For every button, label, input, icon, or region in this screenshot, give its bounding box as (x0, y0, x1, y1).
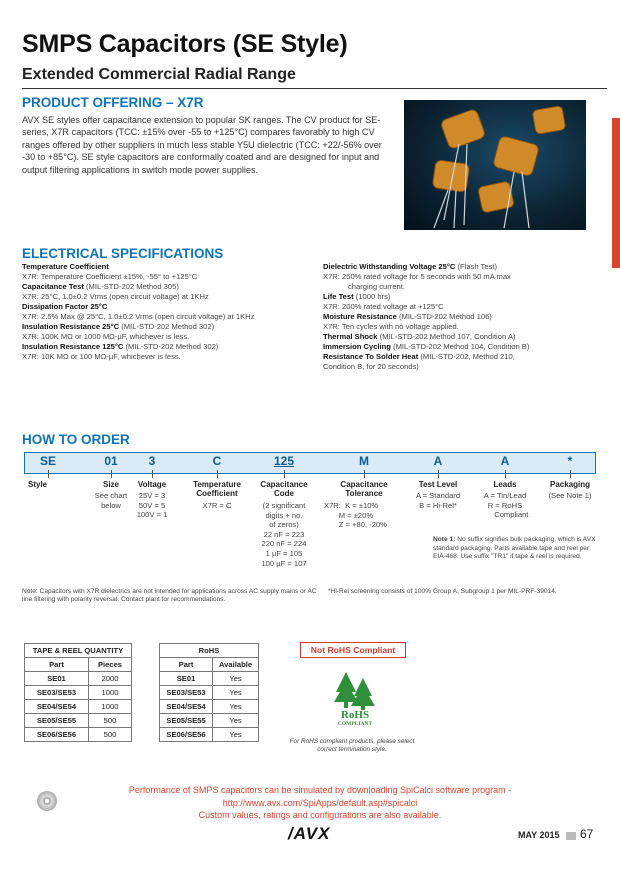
order-col-header: Capacitance Tolerance (340, 480, 388, 498)
spicalci-footer (110, 784, 530, 822)
order-col-values (324, 501, 404, 530)
order-code-tick (152, 470, 153, 478)
spec-title-bold: Life Test (323, 292, 354, 301)
rohs-table (159, 643, 259, 742)
tape-reel-row (25, 672, 132, 686)
x7r-application-note: Note: Capacitors with X7R dielectrics are not intended for applications across AC supply mains or AC line filtering with polarity reversal. Contact plant for recommendations. (22, 588, 317, 603)
tape-reel-col-pieces: Pieces (89, 658, 132, 672)
rohs-part-cell: SE05/SE55 (160, 714, 213, 728)
tape-reel-table (24, 643, 132, 742)
spec-title (323, 352, 613, 362)
spec-block (323, 262, 613, 292)
order-value-line: A = Tin/Lead (483, 491, 527, 500)
order-code-6: M (359, 454, 369, 468)
order-code-5: 125 (273, 454, 295, 468)
packaging-note-text: No suffix signifies bulk packaging, which is AVX standard packaging. Parts available tape and reel per EIA-468. Use suffix "TR1" if tape & reel is required. (433, 536, 596, 561)
rohs-part-cell: SE01 (160, 672, 213, 686)
spec-line: X7R: 10K MΩ or 100 MΩ-µF, whichever is less. (22, 352, 181, 361)
spec-title-suffix: (Flash Test) (455, 262, 498, 271)
spec-title (323, 262, 613, 272)
order-col-values (474, 491, 536, 520)
spec-title-bold: Moisture Resistance (323, 312, 397, 321)
spec-title-bold: Capacitance Test (22, 282, 84, 291)
title-divider (22, 88, 607, 89)
order-value-line: M = ±20% (324, 510, 374, 520)
order-code-3: 3 (148, 454, 156, 468)
spec-line: X7R: Temperature Coefficient ±15%, -55° to +125°C (22, 272, 198, 281)
spec-title-bold: Insulation Resistance 125°C (22, 342, 124, 351)
rohs-row (160, 728, 259, 742)
spec-line: charging current. (348, 282, 405, 291)
spec-line: Condition B, for 20 seconds) (323, 362, 419, 371)
spec-line: X7R: 100K MΩ or 1000 MΩ-µF, whichever is less. (22, 332, 190, 341)
rohs-part-cell: SE06/SE56 (160, 728, 213, 742)
order-col-header: Test Level (418, 480, 458, 489)
spec-title (323, 312, 613, 322)
footer-line-3: Custom values, ratings and configurations are also available. (198, 810, 442, 820)
order-value-line: 100V = 1 (136, 510, 168, 520)
order-value-line: 25V = 3 (138, 491, 166, 500)
spec-title-bold: Immersion Cycling (323, 342, 391, 351)
spec-title-bold: Insulation Resistance 25°C (22, 322, 120, 331)
order-value-line: (2 significant (262, 501, 306, 510)
spec-title-suffix: (MIL-STD-202 Method 107, Condition A) (377, 332, 516, 341)
spec-title (22, 322, 322, 332)
spec-title-suffix: (1000 hrs) (353, 292, 391, 301)
cd-rom-icon (37, 791, 57, 811)
spec-line: X7R: Ten cycles with no voltage applied. (323, 322, 459, 331)
rohs-value-cell: Yes (213, 672, 259, 686)
order-code-tick (284, 470, 285, 478)
rohs-logo-sub: COMPLIANT (337, 721, 373, 726)
rohs-value-cell: Yes (213, 686, 259, 700)
order-col-values (182, 501, 252, 511)
spec-title-bold: Temperature Coefficient (22, 262, 109, 271)
product-offering-heading: PRODUCT OFFERING – X7R (22, 95, 204, 110)
page-subtitle: Extended Commercial Radial Range (22, 66, 296, 83)
spec-title-suffix: (MIL-STD-202 Method 305) (83, 282, 179, 291)
order-value-line: (See Note 1) (548, 491, 592, 500)
electrical-specs-heading: ELECTRICAL SPECIFICATIONS (22, 246, 224, 261)
order-code-tick (438, 470, 439, 478)
order-col-header: Style (28, 480, 48, 489)
rohs-table-title: RoHS (160, 644, 259, 658)
spec-block (323, 292, 613, 312)
order-col-header: Leads (493, 480, 517, 489)
tape-reel-row (25, 728, 132, 742)
order-code-2: 01 (104, 454, 118, 468)
order-value-line: 50V = 5 (138, 500, 166, 510)
rohs-row (160, 700, 259, 714)
rohs-value-cell: Yes (213, 700, 259, 714)
tape-reel-title: TAPE & REEL QUANTITY (25, 644, 132, 658)
order-value-line: 220 nF = 224 (261, 539, 307, 549)
order-col-values (540, 491, 600, 501)
rohs-compliant-logo (330, 668, 380, 726)
rohs-col-available: Available (213, 658, 259, 672)
not-rohs-compliant-badge: Not RoHS Compliant (300, 642, 406, 658)
order-value-line: R = RoHS (487, 500, 523, 510)
order-col-header: Voltage (137, 480, 167, 489)
order-value-line: A = Standard (415, 491, 461, 500)
rohs-part-cell: SE03/SE53 (160, 686, 213, 700)
page-title: SMPS Capacitors (SE Style) (22, 30, 348, 58)
order-value-line: 1 µF = 105 (265, 548, 303, 558)
order-value-line: X7R: K = ±10% (324, 501, 379, 510)
rohs-row (160, 672, 259, 686)
issue-date: MAY 2015 (518, 830, 560, 840)
tape-reel-value-cell: 2000 (89, 672, 132, 686)
capacitor-product-photo (404, 100, 586, 230)
order-col-header: Packaging (549, 480, 590, 489)
spec-block (22, 342, 322, 362)
spec-block (22, 322, 322, 342)
electrical-specs-left (22, 262, 322, 362)
spec-title-bold: Thermal Shock (323, 332, 378, 341)
order-value-line: See chart (94, 491, 128, 500)
spec-title (323, 292, 613, 302)
order-value-line: X7R = C (202, 501, 232, 510)
tape-reel-part-cell: SE05/SE55 (25, 714, 89, 728)
packaging-note (433, 536, 597, 562)
order-col-header: Temperature Coefficient (193, 480, 241, 498)
spec-title (323, 342, 613, 352)
spec-title-suffix: (MIL-STD-202 Method 302) (123, 342, 219, 351)
rohs-value-cell: Yes (213, 728, 259, 742)
rohs-logo-word: RoHS (340, 709, 370, 721)
rohs-row (160, 686, 259, 700)
spec-title-bold: Dielectric Withstanding Voltage 25°C (323, 262, 456, 271)
order-code-9: * (567, 454, 573, 468)
order-col-values (406, 491, 470, 510)
tape-reel-value-cell: 1000 (89, 700, 132, 714)
rohs-value-cell: Yes (213, 714, 259, 728)
electrical-specs-right (323, 262, 613, 372)
spec-line: X7R: 200% rated voltage at +125°C (323, 302, 444, 311)
spec-title (22, 342, 322, 352)
spec-title (22, 302, 322, 312)
spec-title-suffix: (MIL-STD-202 Method 106) (396, 312, 492, 321)
spec-block (323, 312, 613, 332)
spicalci-link[interactable]: http://www.avx.com/SpiApps/default.asp#spicalci (222, 797, 418, 808)
spec-title (22, 282, 322, 292)
order-value-line: below (101, 500, 121, 510)
tape-reel-row (25, 686, 132, 700)
order-code-tick (217, 470, 218, 478)
order-value-line: Compliant (481, 510, 529, 520)
order-value-line: 100 µF = 107 (261, 558, 307, 568)
avx-logo: /AVX (288, 824, 331, 843)
spec-title-suffix: (MIL-STD-202 Method 302) (119, 322, 215, 331)
spec-line: X7R: 250% rated voltage for 5 seconds with 50 mA max (323, 272, 511, 281)
spec-block (22, 282, 322, 302)
order-value-line: of zeros) (269, 520, 299, 530)
spec-title-bold: Dissipation Factor 25°C (22, 302, 108, 311)
spec-title (22, 262, 322, 272)
tape-reel-value-cell: 500 (89, 728, 132, 742)
order-code-tick (505, 470, 506, 478)
order-col-header: Capacitance Code (260, 480, 308, 498)
tape-reel-col-part: Part (25, 658, 89, 672)
spec-block (323, 332, 613, 342)
order-value-line: B = Hi-Rel* (419, 500, 457, 510)
spec-title (323, 332, 613, 342)
tape-reel-part-cell: SE01 (25, 672, 89, 686)
how-to-order-heading: HOW TO ORDER (22, 432, 130, 447)
tape-reel-value-cell: 1000 (89, 686, 132, 700)
spec-block (22, 262, 322, 282)
rohs-row (160, 714, 259, 728)
tape-reel-part-cell: SE04/SE54 (25, 700, 89, 714)
packaging-note-label: Note 1: (433, 536, 456, 543)
rohs-part-cell: SE04/SE54 (160, 700, 213, 714)
order-code-8: A (500, 454, 510, 468)
order-code-tick (364, 470, 365, 478)
spec-title-suffix: (MIL-STD-202 Method 104, Condition B) (390, 342, 530, 351)
spec-title-suffix: (MIL-STD-202, Method 210, (418, 352, 515, 361)
spec-block (22, 302, 322, 322)
spec-block (323, 352, 613, 372)
footer-line-1: Performance of SMPS capacitors can be simulated by downloading SpiCalci software program - (128, 785, 512, 795)
spec-block (323, 342, 613, 352)
spec-line: X7R: 25°C, 1.0±0.2 Vrms (open circuit voltage) at 1KHz (22, 292, 209, 301)
order-col-header: Size (102, 480, 119, 489)
spec-line: X7R: 2.5% Max @ 25°C, 1.0±0.2 Vrms (open circuit voltage) at 1KHz (22, 312, 255, 321)
order-code-tick (48, 470, 49, 478)
spec-title-bold: Resistance To Solder Heat (323, 352, 419, 361)
order-value-line: 22 nF = 223 (263, 529, 305, 539)
tape-reel-part-cell: SE06/SE56 (25, 728, 89, 742)
product-offering-text: AVX SE styles offer capacitance extension to popular SK ranges. The CV product for SE-series, X7R capacitors (TCC: ±15% over -55 to +125°C) compares favorably to high CV ranges offered by other suppliers in much less stable Y5U dielectric (TCC: +22/-56% over -30 to +85°C). SE style capacitors are conformally coated and are designed for input and output filtering applications in switch mode power supplies. (22, 115, 382, 175)
order-code-1: SE (39, 454, 56, 468)
page-number: 67 (580, 827, 594, 841)
section-edge-tab (612, 118, 620, 268)
order-code-tick (570, 470, 571, 478)
tape-reel-part-cell: SE03/SE53 (25, 686, 89, 700)
order-value-line: Z = +80, -20% (324, 520, 387, 530)
rohs-note: For RoHS compliant products, please select correct termination style. (289, 738, 415, 753)
order-value-line: digits + no. (265, 510, 303, 520)
order-code-tick (111, 470, 112, 478)
hi-rel-note: *Hi-Rel screening consists of 100% Group A, Subgroup 1 per MIL-PRF-39014. (328, 588, 557, 595)
rohs-col-part: Part (160, 658, 213, 672)
order-col-values (124, 491, 180, 520)
date-divider (566, 832, 576, 840)
tape-reel-row (25, 714, 132, 728)
tape-reel-row (25, 700, 132, 714)
order-col-values (253, 501, 315, 568)
order-code-7: A (433, 454, 443, 468)
tape-reel-value-cell: 500 (89, 714, 132, 728)
order-code-4: C (212, 454, 222, 468)
